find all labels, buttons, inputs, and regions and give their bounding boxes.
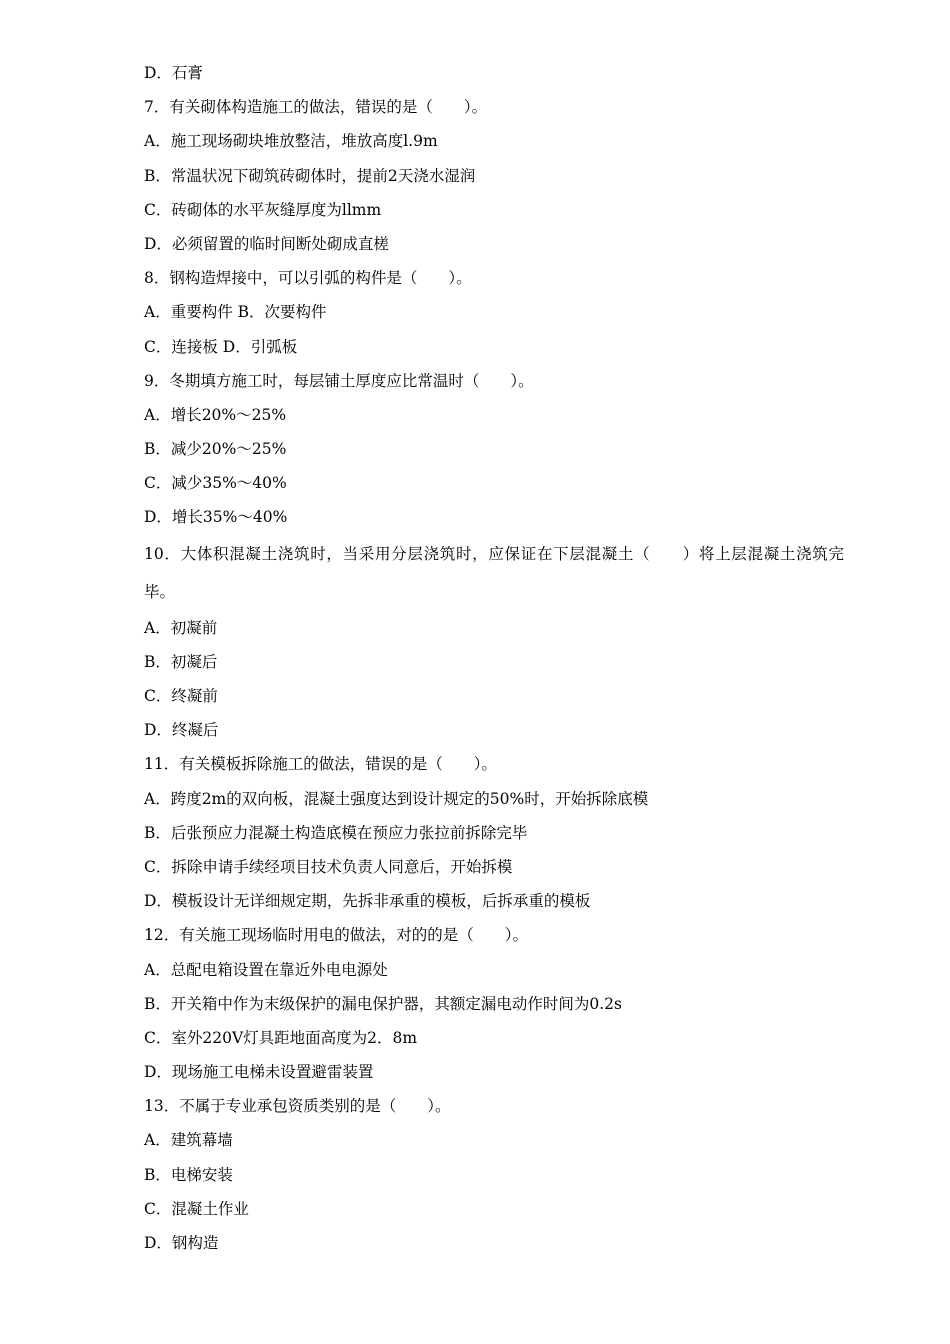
document-page bbox=[144, 56, 844, 1260]
option-12d: D．现场施工电梯未设置避雷装置 bbox=[144, 1063, 374, 1082]
option-9d: D．增长35%～40% bbox=[144, 508, 288, 527]
option-13a: A．建筑幕墙 bbox=[144, 1131, 233, 1150]
option-13d: D．钢构造 bbox=[144, 1234, 219, 1252]
option-10d: D．终凝后 bbox=[144, 721, 219, 740]
option-11a: A．跨度2m的双向板，混凝土强度达到设计规定的50%时，开始拆除底模 bbox=[144, 789, 649, 808]
option-9a: A．增长20%～25% bbox=[144, 405, 287, 424]
option-12b: B．开关箱中作为末级保护的漏电保护器，其额定漏电动作时间为0.2s bbox=[144, 994, 622, 1013]
option-7a: A．施工现场砌块堆放整洁，堆放高度l.9m bbox=[144, 132, 438, 151]
question-10: 10．大体积混凝土浇筑时，当采用分层浇筑时，应保证在下层混凝土（ ）将上层混凝土浇筑完毕。 bbox=[144, 544, 844, 601]
option-12c: C．室外220V灯具距地面高度为2．8m bbox=[144, 1028, 418, 1047]
option-11d: D．模板设计无详细规定期，先拆非承重的模板，后拆承重的模板 bbox=[144, 892, 591, 911]
option-6d: D．石膏 bbox=[144, 64, 203, 82]
question-9: 9．冬期填方施工时，每层铺土厚度应比常温时（ ）。 bbox=[144, 371, 534, 390]
option-10b: B．初凝后 bbox=[144, 652, 218, 671]
option-13b: B．电梯安装 bbox=[144, 1165, 233, 1184]
option-11c: C．拆除申请手续经项目技术负责人同意后，开始拆模 bbox=[144, 857, 513, 876]
option-10c: C．终凝前 bbox=[144, 687, 218, 705]
option-12a: A．总配电箱设置在靠近外电电源处 bbox=[144, 960, 388, 979]
question-13: 13．不属于专业承包资质类别的是（ ）。 bbox=[144, 1097, 451, 1116]
question-7: 7．有关砌体构造施工的做法，错误的是（ ）。 bbox=[144, 98, 488, 117]
option-8ab: A．重要构件 B．次要构件 bbox=[144, 303, 327, 322]
option-9b: B．减少20%～25% bbox=[144, 440, 287, 459]
question-12: 12．有关施工现场临时用电的做法，对的的是（ ）。 bbox=[144, 926, 528, 945]
option-13c: C．混凝土作业 bbox=[144, 1199, 249, 1218]
question-8: 8．钢构造焊接中，可以引弧的构件是（ ）。 bbox=[144, 269, 472, 288]
option-7b: B．常温状况下砌筑砖砌体时，提前2天浇水湿润 bbox=[144, 166, 476, 185]
option-7d: D．必须留置的临时间断处砌成直槎 bbox=[144, 234, 389, 253]
option-8cd: C．连接板 D．引弧板 bbox=[144, 337, 298, 356]
option-11b: B．后张预应力混凝土构造底模在预应力张拉前拆除完毕 bbox=[144, 823, 528, 842]
option-7c: C．砖砌体的水平灰缝厚度为llmm bbox=[144, 200, 382, 219]
option-9c: C．减少35%～40% bbox=[144, 474, 287, 493]
option-10a: A．初凝前 bbox=[144, 618, 218, 637]
question-11: 11．有关模板拆除施工的做法，错误的是（ ）。 bbox=[144, 755, 497, 774]
